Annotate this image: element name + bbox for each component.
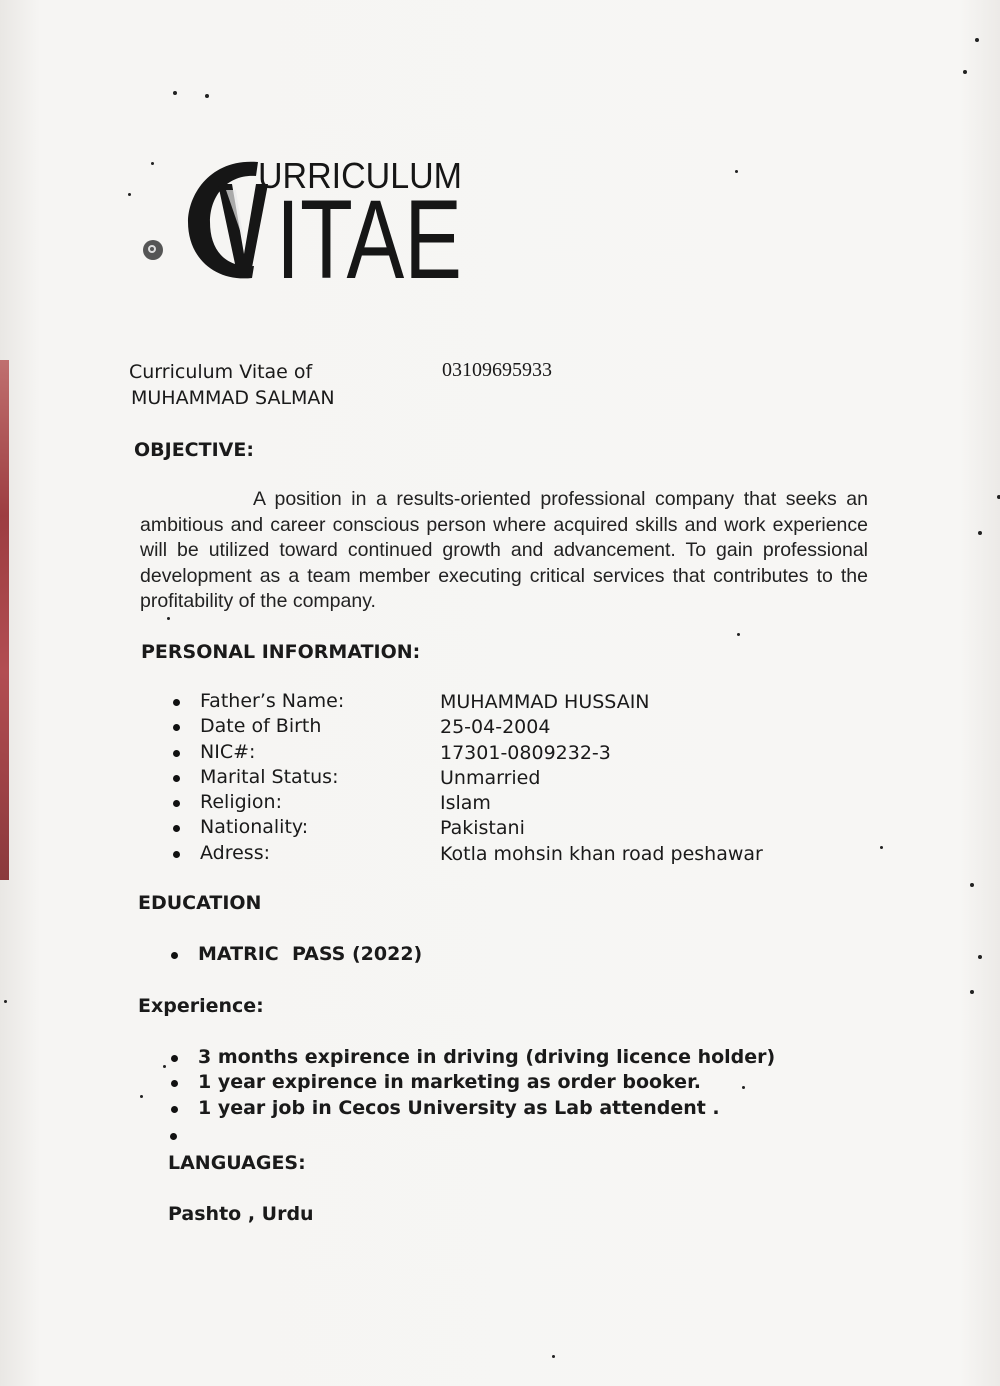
personal-info-heading: PERSONAL INFORMATION: xyxy=(141,641,421,663)
languages-value: Pashto , Urdu xyxy=(168,1203,314,1225)
phone-number: 03109695933 xyxy=(442,359,552,381)
whatsapp-icon xyxy=(143,240,163,260)
cv-title-line1: Curriculum Vitae of xyxy=(129,361,313,383)
logo-vitae-text: ITAE xyxy=(276,177,462,290)
list-item: MATRIC PASS (2022) xyxy=(168,942,422,967)
info-value: Kotla mohsin khan road peshawar xyxy=(440,842,763,865)
experience-heading: Experience: xyxy=(138,995,264,1017)
info-value: Unmarried xyxy=(440,766,541,789)
objective-paragraph xyxy=(140,487,868,615)
scan-speck xyxy=(552,1355,555,1358)
scan-speck xyxy=(205,94,209,98)
info-value: Pakistani xyxy=(440,817,525,840)
education-list xyxy=(168,942,422,967)
scan-speck xyxy=(970,990,974,994)
list-item: 3 months expirence in driving (driving licence holder) xyxy=(168,1045,775,1070)
education-heading: EDUCATION xyxy=(138,892,262,914)
info-value: 17301-0809232-3 xyxy=(440,741,611,764)
cv-title-name: MUHAMMAD SALMAN xyxy=(131,387,335,409)
scan-speck xyxy=(880,846,883,849)
list-item: Nationality: xyxy=(170,815,344,840)
scan-speck xyxy=(163,1065,166,1068)
scan-speck xyxy=(167,617,170,620)
logo-graphic xyxy=(180,150,480,290)
objective-heading: OBJECTIVE: xyxy=(134,439,254,461)
experience-list xyxy=(168,1045,775,1121)
logo-curriculum-text: URRICULUM xyxy=(258,155,462,196)
info-value: MUHAMMAD HUSSAIN xyxy=(440,691,650,713)
scan-speck xyxy=(151,162,154,165)
scan-speck xyxy=(978,955,982,959)
personal-info-labels xyxy=(170,689,344,866)
info-value: 25-04-2004 xyxy=(440,716,551,739)
list-item: 1 year job in Cecos University as Lab attendent . xyxy=(168,1096,775,1121)
list-item: NIC#: xyxy=(170,740,344,765)
paper-edge-strip xyxy=(0,360,9,880)
list-item: Marital Status: xyxy=(170,765,344,790)
scan-speck xyxy=(140,1095,143,1098)
curriculum-vitae-logo xyxy=(180,150,480,290)
list-item: Date of Birth xyxy=(170,714,344,739)
scan-speck xyxy=(978,531,982,535)
scan-speck xyxy=(173,91,177,95)
list-item: Adress: xyxy=(170,841,344,866)
scan-speck xyxy=(4,1000,7,1003)
list-item: 1 year expirence in marketing as order booker. xyxy=(168,1070,775,1095)
list-item: Father’s Name: xyxy=(170,689,344,714)
scan-speck xyxy=(963,70,967,74)
scan-speck xyxy=(975,38,979,42)
scan-speck xyxy=(970,883,974,887)
info-value: Islam xyxy=(440,792,491,815)
scan-speck xyxy=(735,170,738,173)
list-item: Religion: xyxy=(170,790,344,815)
languages-heading: LANGUAGES: xyxy=(168,1152,306,1174)
empty-bullet xyxy=(170,1133,177,1140)
personal-info-values xyxy=(440,690,763,867)
objective-text: A position in a results-oriented professional company that seeks an ambitious and career conscious person where acquired skills and work experience will be utilized toward continued growth and advancement. To gain professional development as a team member executing critical services that contributes to the profitability of the company. xyxy=(140,488,868,612)
scan-speck xyxy=(128,193,131,196)
scan-speck xyxy=(737,633,740,636)
